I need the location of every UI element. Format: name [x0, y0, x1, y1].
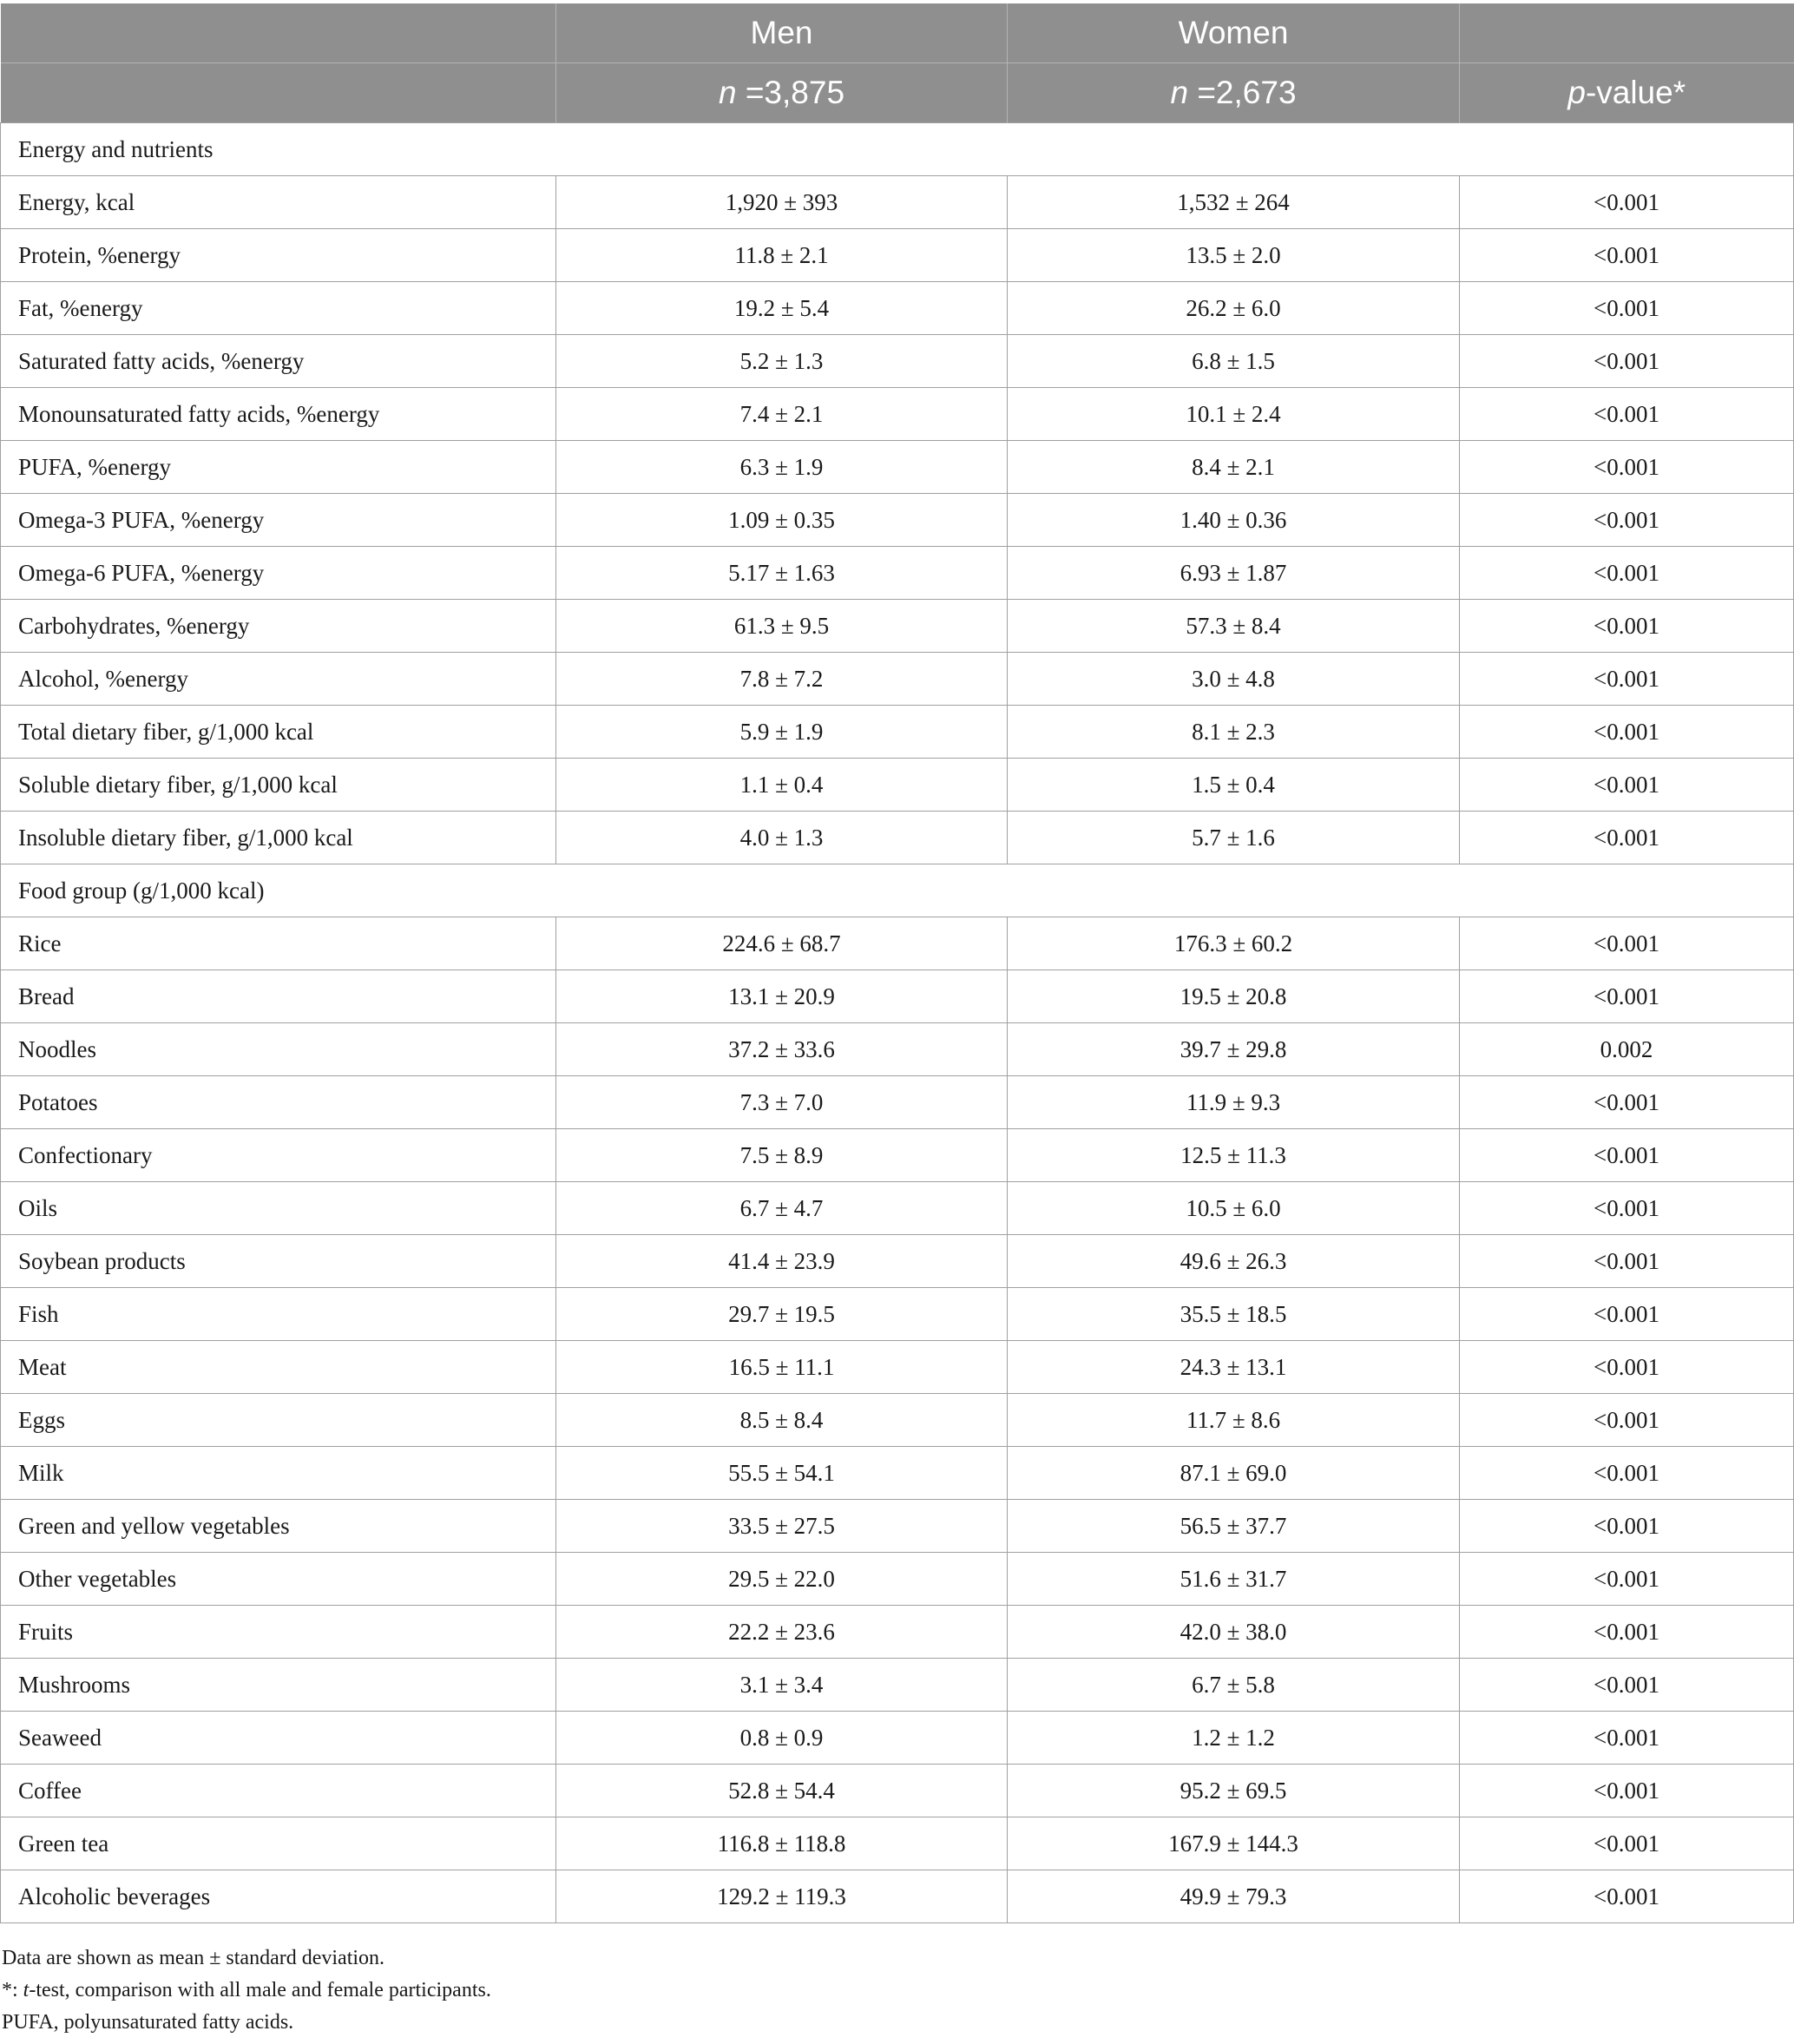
men-value: 7.8 ± 7.2	[556, 653, 1008, 706]
table-row	[1, 547, 1794, 600]
women-value: 1,532 ± 264	[1008, 176, 1460, 229]
row-label: Confectionary	[1, 1129, 556, 1182]
p-value: <0.001	[1460, 1659, 1794, 1712]
footnote-ttest-t: t	[23, 1979, 30, 2001]
table-row	[1, 1288, 1794, 1341]
table-row	[1, 1712, 1794, 1765]
p-value: <0.001	[1460, 1500, 1794, 1553]
row-label: Milk	[1, 1447, 556, 1500]
women-value: 13.5 ± 2.0	[1008, 229, 1460, 282]
header-women-n	[1008, 63, 1460, 123]
table-row	[1, 1870, 1794, 1923]
header-men: Men	[556, 3, 1008, 63]
header-empty-cell	[1, 63, 556, 123]
row-label: Rice	[1, 917, 556, 970]
row-label: Soluble dietary fiber, g/1,000 kcal	[1, 759, 556, 812]
p-value: <0.001	[1460, 1606, 1794, 1659]
p-value: <0.001	[1460, 1182, 1794, 1235]
men-value: 5.17 ± 1.63	[556, 547, 1008, 600]
row-label: Fat, %energy	[1, 282, 556, 335]
table-row	[1, 706, 1794, 759]
men-value: 19.2 ± 5.4	[556, 282, 1008, 335]
men-value: 1.09 ± 0.35	[556, 494, 1008, 547]
men-value: 6.3 ± 1.9	[556, 441, 1008, 494]
table-row	[1, 1129, 1794, 1182]
header-women: Women	[1008, 3, 1460, 63]
men-value: 224.6 ± 68.7	[556, 917, 1008, 970]
p-value: <0.001	[1460, 1817, 1794, 1870]
p-value: <0.001	[1460, 1394, 1794, 1447]
p-value: <0.001	[1460, 335, 1794, 388]
table-row	[1, 970, 1794, 1023]
table-row	[1, 1076, 1794, 1129]
p-value: <0.001	[1460, 1765, 1794, 1817]
men-value: 1.1 ± 0.4	[556, 759, 1008, 812]
men-value: 22.2 ± 23.6	[556, 1606, 1008, 1659]
men-value: 6.7 ± 4.7	[556, 1182, 1008, 1235]
women-value: 95.2 ± 69.5	[1008, 1765, 1460, 1817]
row-label: Bread	[1, 970, 556, 1023]
row-label: Noodles	[1, 1023, 556, 1076]
p-value: <0.001	[1460, 653, 1794, 706]
women-value: 6.7 ± 5.8	[1008, 1659, 1460, 1712]
women-value: 10.1 ± 2.4	[1008, 388, 1460, 441]
men-value: 29.7 ± 19.5	[556, 1288, 1008, 1341]
men-value: 7.3 ± 7.0	[556, 1076, 1008, 1129]
women-value: 39.7 ± 29.8	[1008, 1023, 1460, 1076]
men-value: 116.8 ± 118.8	[556, 1817, 1008, 1870]
men-value: 8.5 ± 8.4	[556, 1394, 1008, 1447]
men-value: 0.8 ± 0.9	[556, 1712, 1008, 1765]
women-value: 35.5 ± 18.5	[1008, 1288, 1460, 1341]
table-row	[1, 653, 1794, 706]
table-row	[1, 1659, 1794, 1712]
table-row	[1, 494, 1794, 547]
p-value: <0.001	[1460, 1553, 1794, 1606]
men-value: 5.2 ± 1.3	[556, 335, 1008, 388]
men-value: 55.5 ± 54.1	[556, 1447, 1008, 1500]
men-value: 7.5 ± 8.9	[556, 1129, 1008, 1182]
table-row	[1, 229, 1794, 282]
row-label: Total dietary fiber, g/1,000 kcal	[1, 706, 556, 759]
header-row-1	[1, 3, 1794, 63]
men-value: 33.5 ± 27.5	[556, 1500, 1008, 1553]
p-value: <0.001	[1460, 547, 1794, 600]
header-men-n	[556, 63, 1008, 123]
row-label: Energy, kcal	[1, 176, 556, 229]
footnote-pufa: PUFA, polyunsaturated fatty acids.	[2, 2011, 294, 2034]
table-row	[1, 1500, 1794, 1553]
row-label: Monounsaturated fatty acids, %energy	[1, 388, 556, 441]
row-label: Green tea	[1, 1817, 556, 1870]
men-value: 129.2 ± 119.3	[556, 1870, 1008, 1923]
p-value: <0.001	[1460, 176, 1794, 229]
table-body	[1, 123, 1794, 1923]
row-label: Seaweed	[1, 1712, 556, 1765]
section-title: Energy and nutrients	[1, 123, 1794, 176]
p-value: <0.001	[1460, 1288, 1794, 1341]
men-value: 7.4 ± 2.1	[556, 388, 1008, 441]
women-n-value: =2,673	[1188, 75, 1297, 110]
row-label: Oils	[1, 1182, 556, 1235]
p-value: <0.001	[1460, 759, 1794, 812]
table-row	[1, 282, 1794, 335]
p-value: <0.001	[1460, 970, 1794, 1023]
p-value: <0.001	[1460, 1235, 1794, 1288]
header-p-value	[1460, 63, 1794, 123]
men-value: 3.1 ± 3.4	[556, 1659, 1008, 1712]
men-value: 13.1 ± 20.9	[556, 970, 1008, 1023]
table-row	[1, 388, 1794, 441]
header-empty-cell	[1, 3, 556, 63]
women-value: 6.93 ± 1.87	[1008, 547, 1460, 600]
n-symbol: n	[1170, 75, 1189, 110]
women-value: 8.1 ± 2.3	[1008, 706, 1460, 759]
p-value: <0.001	[1460, 1076, 1794, 1129]
row-label: Alcohol, %energy	[1, 653, 556, 706]
p-value: <0.001	[1460, 1129, 1794, 1182]
footnote-mean-sd: Data are shown as mean ± standard deviation.	[2, 1947, 385, 1969]
section-row	[1, 123, 1794, 176]
p-value: 0.002	[1460, 1023, 1794, 1076]
men-value: 4.0 ± 1.3	[556, 812, 1008, 864]
row-label: Alcoholic beverages	[1, 1870, 556, 1923]
table-row	[1, 1341, 1794, 1394]
row-label: Fish	[1, 1288, 556, 1341]
table-row	[1, 1606, 1794, 1659]
table-row	[1, 759, 1794, 812]
p-symbol: p	[1567, 75, 1586, 110]
women-value: 49.9 ± 79.3	[1008, 1870, 1460, 1923]
header-row-2	[1, 63, 1794, 123]
table-row	[1, 1817, 1794, 1870]
table-row	[1, 812, 1794, 864]
table-row	[1, 441, 1794, 494]
p-value: <0.001	[1460, 706, 1794, 759]
men-value: 41.4 ± 23.9	[556, 1235, 1008, 1288]
women-value: 167.9 ± 144.3	[1008, 1817, 1460, 1870]
p-value: <0.001	[1460, 600, 1794, 653]
women-value: 1.2 ± 1.2	[1008, 1712, 1460, 1765]
table-header	[1, 3, 1794, 123]
row-label: Soybean products	[1, 1235, 556, 1288]
women-value: 11.9 ± 9.3	[1008, 1076, 1460, 1129]
men-value: 5.9 ± 1.9	[556, 706, 1008, 759]
men-value: 16.5 ± 11.1	[556, 1341, 1008, 1394]
table-row	[1, 176, 1794, 229]
row-label: Green and yellow vegetables	[1, 1500, 556, 1553]
row-label: PUFA, %energy	[1, 441, 556, 494]
men-value: 37.2 ± 33.6	[556, 1023, 1008, 1076]
footnote-ttest-prefix: *:	[2, 1979, 23, 2001]
table-row	[1, 917, 1794, 970]
row-label: Insoluble dietary fiber, g/1,000 kcal	[1, 812, 556, 864]
row-label: Omega-6 PUFA, %energy	[1, 547, 556, 600]
women-value: 57.3 ± 8.4	[1008, 600, 1460, 653]
women-value: 176.3 ± 60.2	[1008, 917, 1460, 970]
n-symbol: n	[718, 75, 737, 110]
women-value: 1.5 ± 0.4	[1008, 759, 1460, 812]
women-value: 1.40 ± 0.36	[1008, 494, 1460, 547]
table-row	[1, 1447, 1794, 1500]
women-value: 3.0 ± 4.8	[1008, 653, 1460, 706]
row-label: Mushrooms	[1, 1659, 556, 1712]
women-value: 6.8 ± 1.5	[1008, 335, 1460, 388]
header-empty-cell	[1460, 3, 1794, 63]
men-value: 52.8 ± 54.4	[556, 1765, 1008, 1817]
men-value: 61.3 ± 9.5	[556, 600, 1008, 653]
table-row	[1, 1394, 1794, 1447]
women-value: 10.5 ± 6.0	[1008, 1182, 1460, 1235]
p-value: <0.001	[1460, 917, 1794, 970]
women-value: 12.5 ± 11.3	[1008, 1129, 1460, 1182]
women-value: 42.0 ± 38.0	[1008, 1606, 1460, 1659]
p-value: <0.001	[1460, 1870, 1794, 1923]
p-value: <0.001	[1460, 812, 1794, 864]
table-row	[1, 1553, 1794, 1606]
footnote-ttest-rest: -test, comparison with all male and female participants.	[29, 1979, 491, 2001]
p-value: <0.001	[1460, 1341, 1794, 1394]
p-value: <0.001	[1460, 1447, 1794, 1500]
table-row	[1, 600, 1794, 653]
women-value: 87.1 ± 69.0	[1008, 1447, 1460, 1500]
men-value: 29.5 ± 22.0	[556, 1553, 1008, 1606]
row-label: Eggs	[1, 1394, 556, 1447]
table-row	[1, 1182, 1794, 1235]
p-value: <0.001	[1460, 494, 1794, 547]
women-value: 11.7 ± 8.6	[1008, 1394, 1460, 1447]
section-row	[1, 864, 1794, 917]
row-label: Omega-3 PUFA, %energy	[1, 494, 556, 547]
women-value: 8.4 ± 2.1	[1008, 441, 1460, 494]
row-label: Coffee	[1, 1765, 556, 1817]
p-value: <0.001	[1460, 229, 1794, 282]
row-label: Saturated fatty acids, %energy	[1, 335, 556, 388]
row-label: Other vegetables	[1, 1553, 556, 1606]
table-row	[1, 1023, 1794, 1076]
p-value: <0.001	[1460, 282, 1794, 335]
women-value: 56.5 ± 37.7	[1008, 1500, 1460, 1553]
row-label: Meat	[1, 1341, 556, 1394]
p-value: <0.001	[1460, 441, 1794, 494]
footnote-ttest	[2, 1975, 491, 2007]
women-value: 26.2 ± 6.0	[1008, 282, 1460, 335]
row-label: Carbohydrates, %energy	[1, 600, 556, 653]
men-value: 1,920 ± 393	[556, 176, 1008, 229]
women-value: 49.6 ± 26.3	[1008, 1235, 1460, 1288]
footnotes	[2, 1942, 491, 2039]
data-table	[0, 3, 1794, 1923]
p-value: <0.001	[1460, 388, 1794, 441]
table-row	[1, 1235, 1794, 1288]
p-value-label: -value*	[1585, 75, 1686, 110]
women-value: 19.5 ± 20.8	[1008, 970, 1460, 1023]
women-value: 24.3 ± 13.1	[1008, 1341, 1460, 1394]
p-value: <0.001	[1460, 1712, 1794, 1765]
section-title: Food group (g/1,000 kcal)	[1, 864, 1794, 917]
row-label: Protein, %energy	[1, 229, 556, 282]
row-label: Potatoes	[1, 1076, 556, 1129]
row-label: Fruits	[1, 1606, 556, 1659]
men-n-value: =3,875	[736, 75, 845, 110]
women-value: 51.6 ± 31.7	[1008, 1553, 1460, 1606]
table-row	[1, 1765, 1794, 1817]
table-row	[1, 335, 1794, 388]
women-value: 5.7 ± 1.6	[1008, 812, 1460, 864]
men-value: 11.8 ± 2.1	[556, 229, 1008, 282]
